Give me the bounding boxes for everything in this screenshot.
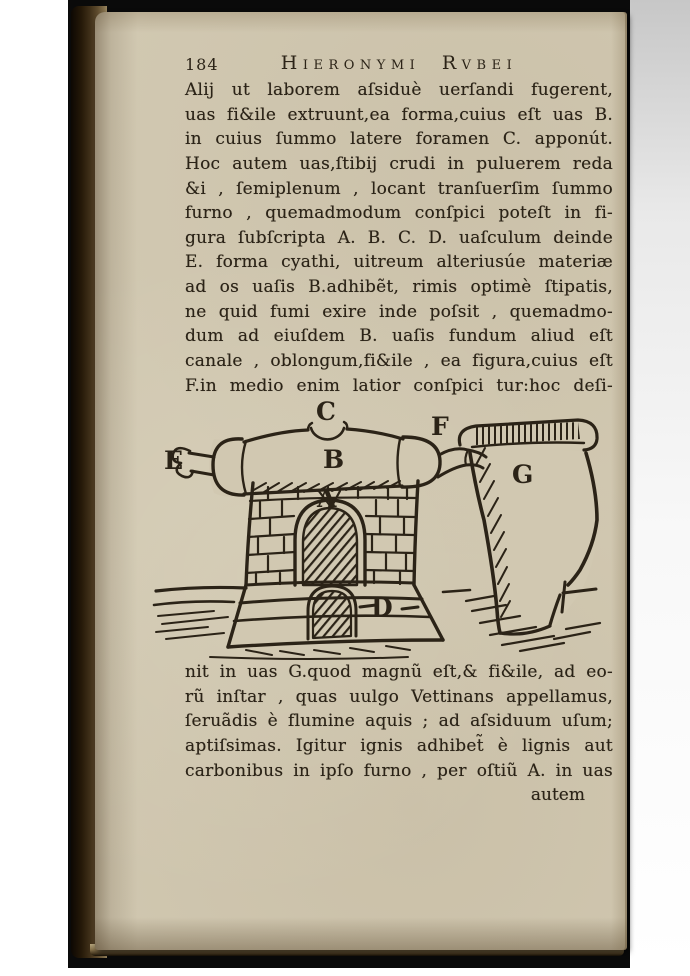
page-number: 184	[185, 55, 219, 74]
figure-label-d: D	[371, 593, 393, 622]
woodcut-figure	[150, 395, 610, 663]
figure-label-a: A	[317, 484, 337, 513]
text-line: furno , quemadmodum conſpici poteſt in fi-	[185, 203, 613, 224]
text-line: in cuius ſummo latere foramen C. apponút.	[185, 129, 613, 150]
page-header	[185, 52, 613, 76]
text-line: aptiſsimas. Igitur ignis adhibet̃ è lignis aut	[185, 735, 613, 756]
figure-label-b: B	[323, 445, 345, 474]
text-line: nit in uas G.quod magnũ eſt,& fi&ile, ad eo-	[185, 662, 613, 682]
text-line: Alij ut laborem aſsiduè uerſandi fugerent,	[185, 80, 613, 100]
text-line: canale , oblongum,fi&ile , ea figura,cuius eſt	[185, 351, 613, 372]
text-line: &i , ſemiplenum , locant tranſuerſim ſummo	[185, 178, 613, 199]
text-line: ſeruãdis è flumine aquis ; ad aſsiduum uſum;	[185, 711, 613, 732]
figure-label-g: G	[512, 460, 534, 489]
text-line: uas fi&ile extruunt,ea forma,cuius eſt uas B.	[185, 104, 613, 125]
book-page	[95, 12, 627, 950]
paragraph-bottom	[185, 660, 613, 808]
text-line: F.in medio enim latior conſpici tur:hoc deſi-	[185, 375, 613, 396]
text-line: carbonibus in ipſo furno , per oſtiũ A. in uas	[185, 760, 613, 781]
book-scan	[68, 0, 630, 968]
text-line: gura ſubſcripta A. B. C. D. uaſculum deinde	[185, 227, 613, 248]
text-line: ne quid fumi exire inde poſsit , quemadmo-	[185, 301, 613, 322]
furnace-woodcut	[150, 395, 610, 663]
text-line: Hoc autem uas,ſtibij crudi in puluerem reda	[185, 153, 613, 174]
catchword: autem	[530, 785, 585, 806]
figure-label-c: C	[316, 397, 336, 426]
text-line: E. forma cyathi, uitreum alteriusúe materiæ	[185, 252, 613, 273]
text-line: dum ad eiuſdem B. uaſis fundum aliud eſt	[185, 326, 613, 347]
scanner-mat-right	[630, 0, 690, 968]
running-header: Hieronymi Rvbei	[280, 52, 518, 74]
paragraph-top	[185, 78, 613, 398]
text-line: ad os uaſis B.adhibẽt, rimis optimè ſtipatis,	[185, 277, 613, 298]
figure-label-e: E	[164, 446, 184, 475]
figure-label-f: F	[431, 412, 449, 441]
text-line: rũ inſtar , quas uulgo Vettinans appellamus,	[185, 686, 613, 707]
